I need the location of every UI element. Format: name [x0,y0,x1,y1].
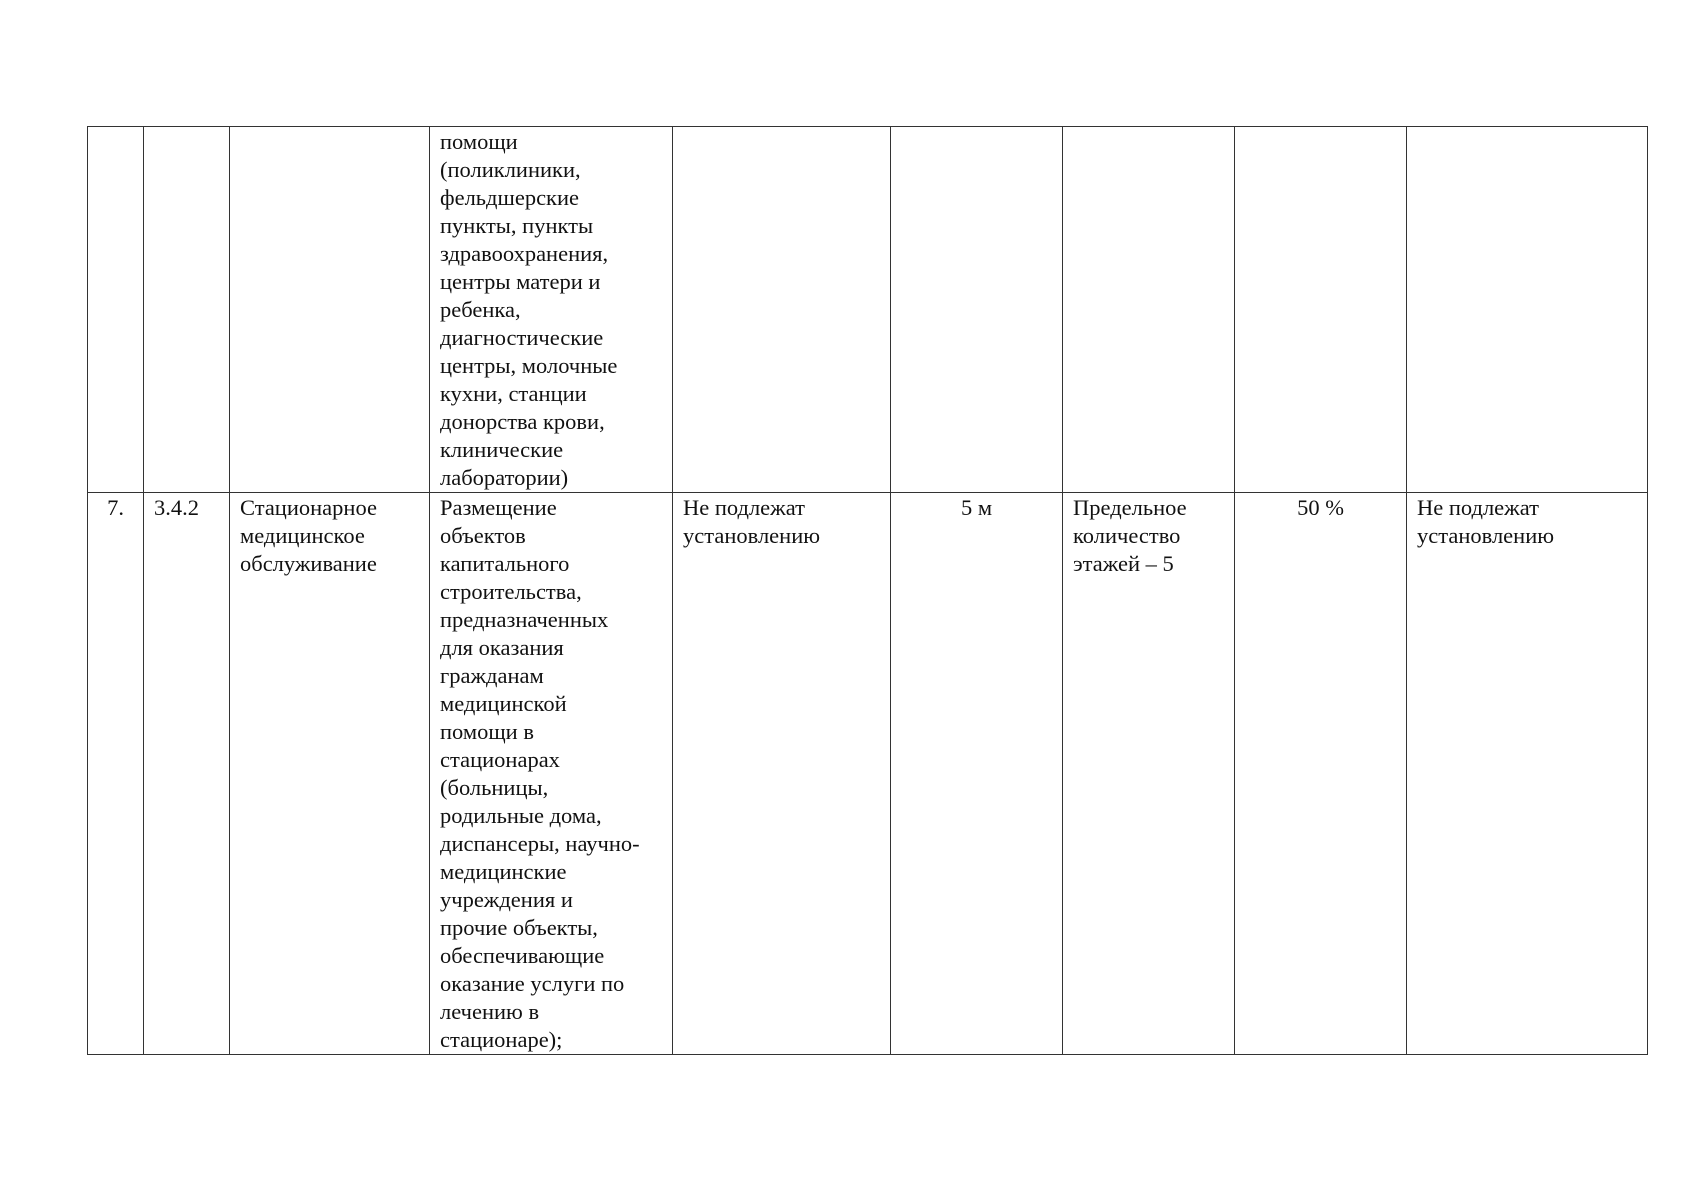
floors-cell: Предельное количество этажей – 5 [1063,493,1235,1055]
use-name-cell [230,127,430,493]
row-number-cell: 7. [88,493,144,1055]
code-cell: 3.4.2 [144,493,230,1055]
other-params-cell [1407,127,1648,493]
code-cell [144,127,230,493]
regulations-table [87,126,1648,1055]
other-params-cell: Не подлежат установлению [1407,493,1648,1055]
row-number-cell [88,127,144,493]
use-name-cell: Стационарное медицинское обслуживание [230,493,430,1055]
setback-cell: 5 м [891,493,1063,1055]
setback-cell [891,127,1063,493]
table-row [88,493,1648,1055]
use-description-cell: помощи (поликлиники, фельдшерские пункты, пункты здравоохранения, центры матери и ребенка, диагностические центры, молочные кухни, станции донорства крови, клинические лаборатории) [430,127,673,493]
coverage-cell: 50 % [1235,493,1407,1055]
table-row [88,127,1648,493]
plot-size-cell [673,127,891,493]
coverage-cell [1235,127,1407,493]
floors-cell [1063,127,1235,493]
use-description-cell: Размещение объектов капитального строительства, предназначенных для оказания гражданам медицинской помощи в стационарах (больницы, родильные дома, диспансеры, научно- медицинские учреждения и прочие объекты, обеспечивающие оказание услуги по лечению в стационаре); [430,493,673,1055]
plot-size-cell: Не подлежат установлению [673,493,891,1055]
